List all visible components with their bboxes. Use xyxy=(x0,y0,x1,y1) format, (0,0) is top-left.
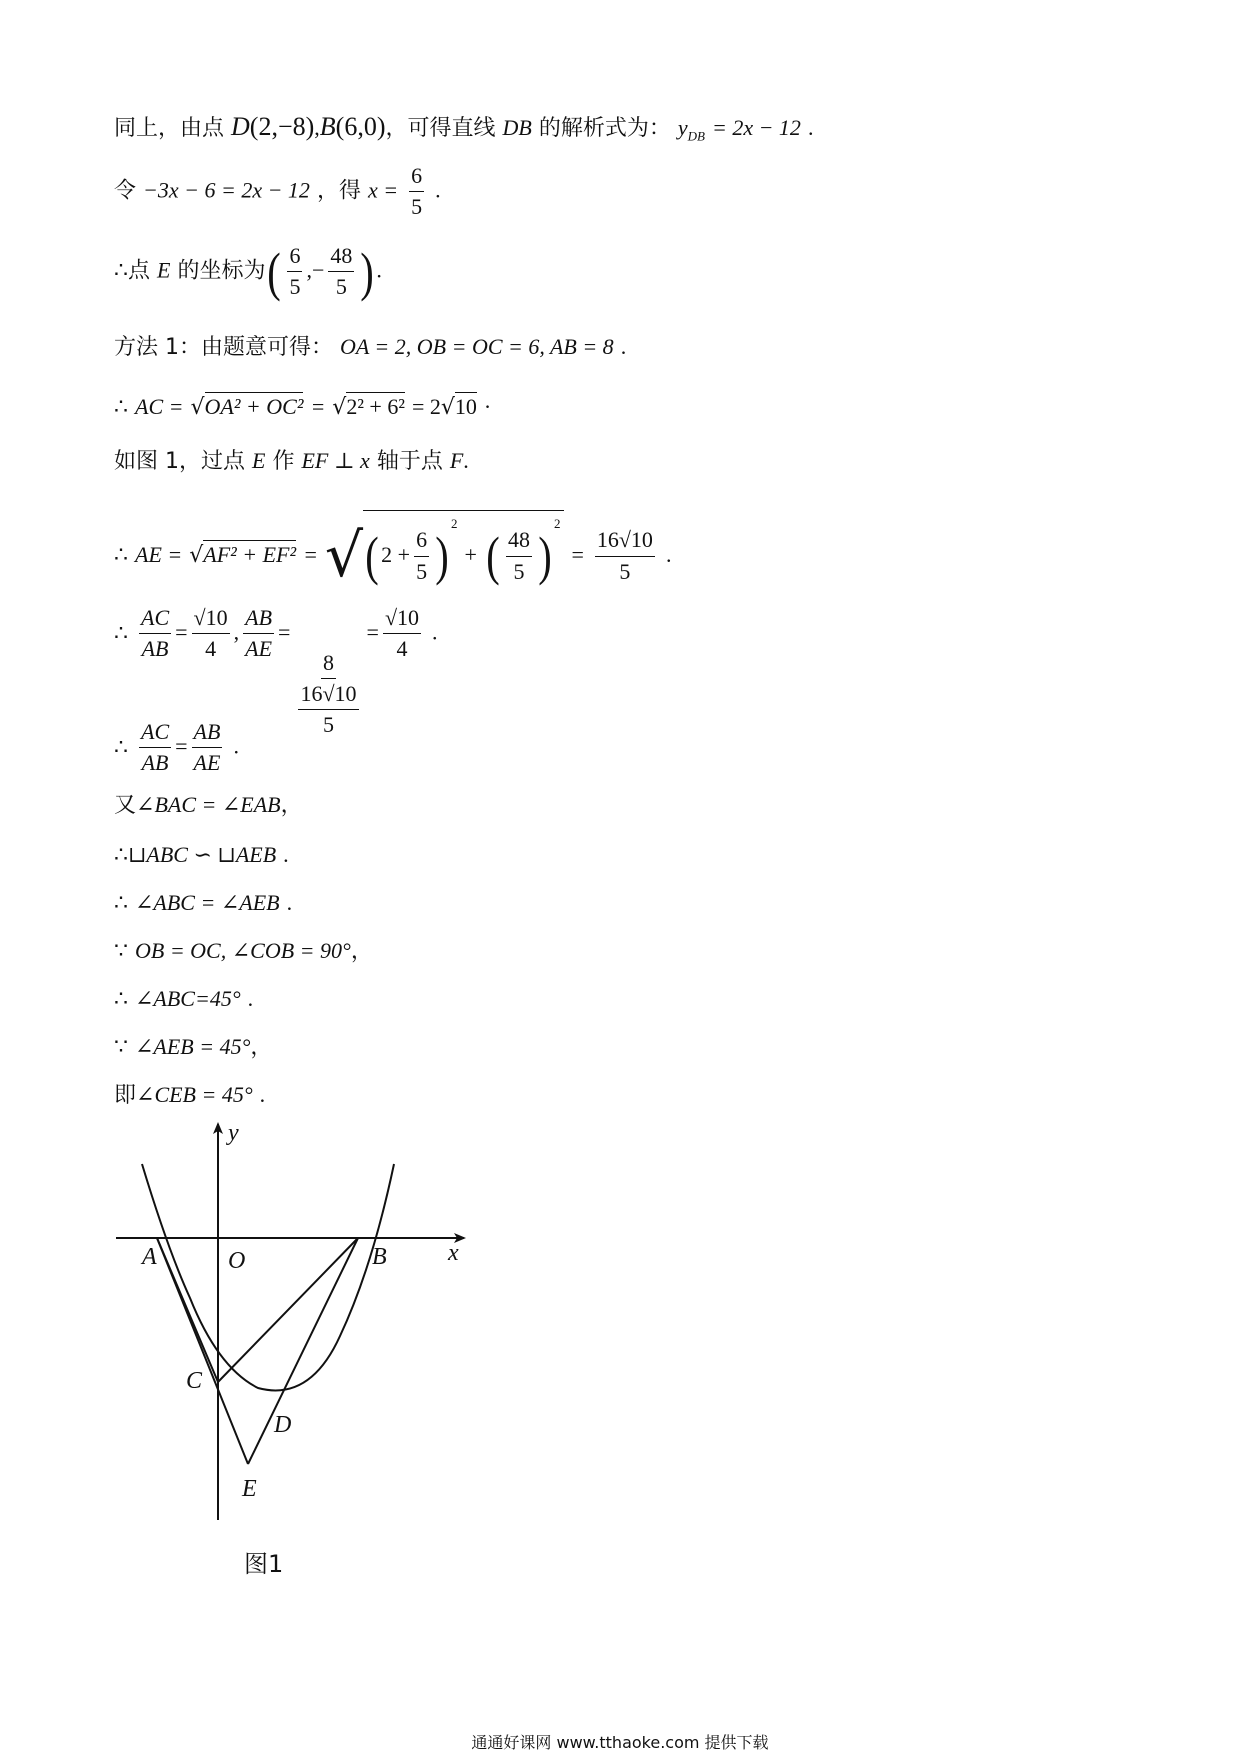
label-b: B xyxy=(372,1244,387,1270)
equals: = xyxy=(175,733,188,759)
line-aeb-45 xyxy=(114,1036,272,1059)
eq-lhs: y xyxy=(677,115,688,140)
equation: ∠ABC = ∠AEB xyxy=(135,890,280,915)
perpendicular: EF ⊥ x xyxy=(301,448,370,473)
therefore-symbol: ∴ xyxy=(114,394,128,419)
point-e: E xyxy=(157,257,171,283)
fraction-denominator: 5 xyxy=(619,558,631,584)
variable: x = xyxy=(367,177,399,203)
period: . xyxy=(247,986,254,1011)
sqrt-icon: √ xyxy=(324,521,364,591)
line-method-1 xyxy=(114,336,626,359)
text: 令 xyxy=(114,178,137,204)
equals: = xyxy=(366,619,379,645)
separator: , xyxy=(314,115,320,140)
fraction-numerator: AB xyxy=(192,720,223,748)
line-abc-45 xyxy=(114,988,253,1011)
fraction xyxy=(383,606,421,661)
text: 作 xyxy=(272,449,295,474)
fraction-numerator: 6 xyxy=(287,244,302,272)
exponent: 2 xyxy=(451,516,458,531)
coords-b: (6,0) xyxy=(335,112,386,141)
line-ratios xyxy=(114,606,438,737)
equation: OA = 2, OB = OC = 6, AB = 8 xyxy=(340,334,614,359)
period: . xyxy=(435,177,441,203)
open-paren: ( xyxy=(267,241,282,302)
point-f: F xyxy=(449,448,464,473)
fraction-denominator: 5 xyxy=(411,194,423,220)
text: 的解析式为： xyxy=(538,116,671,141)
text: ，可得直线 xyxy=(385,116,496,141)
close-paren: ) xyxy=(538,526,552,586)
fraction xyxy=(139,606,171,661)
comma: ， xyxy=(350,939,373,964)
sqrt-icon: √ xyxy=(190,395,205,420)
equation: ∠CEB = 45° xyxy=(136,1082,253,1107)
fraction-numerator: √10 xyxy=(383,606,421,634)
fraction-denominator: 5 xyxy=(289,274,301,300)
point-b: B xyxy=(319,112,336,141)
because-symbol: ∵ xyxy=(114,1034,128,1059)
fraction-denominator: AE xyxy=(193,750,221,776)
label-x: x xyxy=(448,1240,459,1266)
fraction-denominator: AE xyxy=(245,636,273,662)
line-point-e xyxy=(114,241,382,302)
text: 又 xyxy=(114,793,137,818)
text: 2 + xyxy=(381,542,411,567)
label-y: y xyxy=(228,1120,239,1146)
fraction-denominator: 4 xyxy=(396,636,408,662)
fraction xyxy=(287,244,302,299)
line-similar xyxy=(114,844,289,867)
equals: = 2 xyxy=(411,394,441,419)
text: 如图 1，过点 xyxy=(114,449,245,474)
coords-d: (2,−8) xyxy=(249,112,315,141)
fraction-numerator: 48 xyxy=(328,244,354,272)
fraction xyxy=(192,720,223,775)
label-c: C xyxy=(186,1368,203,1394)
close-paren: ) xyxy=(435,526,449,586)
compound-fraction xyxy=(294,651,362,738)
eq-rhs: = 2x − 12 xyxy=(711,115,801,140)
text: 同上，由点 xyxy=(114,116,225,141)
open-paren: ( xyxy=(486,526,500,586)
line-ae xyxy=(114,510,672,591)
period: . xyxy=(283,842,289,867)
fraction-numerator: 16√10 xyxy=(595,528,655,556)
exponent: 2 xyxy=(553,516,561,531)
point-e: E xyxy=(252,448,266,473)
label-e: E xyxy=(242,1476,257,1502)
fraction-denominator xyxy=(294,679,362,737)
equation-lhs: AC = xyxy=(135,394,184,419)
equals: = xyxy=(571,542,584,567)
separator: , xyxy=(233,619,240,645)
therefore-symbol: ∴ xyxy=(114,734,128,760)
period: . xyxy=(620,334,627,359)
equation: OB = OC, ∠COB = 90° xyxy=(135,938,351,963)
fraction xyxy=(139,720,171,775)
label-d: D xyxy=(274,1412,292,1438)
period: . xyxy=(376,257,382,283)
fraction-numerator: AB xyxy=(243,606,274,634)
line-figure-ref xyxy=(114,450,469,473)
fraction-denominator: AB xyxy=(141,636,169,662)
fraction xyxy=(409,164,424,219)
because-symbol: ∵ xyxy=(114,938,128,963)
text: 方法 1：由题意可得： xyxy=(114,335,333,360)
comma: ， xyxy=(280,793,303,818)
therefore-symbol: ∴ xyxy=(114,620,128,646)
fraction xyxy=(595,528,655,583)
fraction xyxy=(506,528,532,583)
text: ，得 xyxy=(316,178,361,204)
line-angle-abc xyxy=(114,892,292,915)
fraction-denominator: 4 xyxy=(205,636,217,662)
equation-lhs: AE = xyxy=(135,542,183,567)
text: 即 xyxy=(114,1083,137,1108)
comma: ， xyxy=(250,1035,273,1060)
equals: = xyxy=(303,542,318,567)
radicand: 10 xyxy=(454,394,477,419)
fraction-numerator: 48 xyxy=(506,528,532,556)
figure-caption: 图1 xyxy=(244,1550,284,1578)
radicand: 2² + 6² xyxy=(346,394,405,419)
label-o: O xyxy=(228,1248,246,1274)
fraction-denominator: 5 xyxy=(335,274,347,300)
plus: + xyxy=(464,542,477,567)
sqrt-icon: √ xyxy=(189,543,204,568)
fraction-numerator: 16√10 xyxy=(298,682,358,710)
fraction xyxy=(328,244,354,299)
segment-eb xyxy=(248,1238,358,1464)
line-angle-bac xyxy=(114,794,303,817)
text: 点 xyxy=(128,258,151,284)
fraction-denominator: 5 xyxy=(513,558,525,584)
fraction-numerator: 6 xyxy=(409,164,424,192)
fraction-numerator: 8 xyxy=(321,651,336,679)
equation: −3x − 6 = 2x − 12 xyxy=(143,177,310,203)
fraction xyxy=(298,682,358,737)
line-ceb-45 xyxy=(114,1084,265,1107)
line-solve-x xyxy=(114,164,441,219)
fraction-numerator: AC xyxy=(139,606,171,634)
fraction-numerator: 6 xyxy=(414,528,429,556)
line-ratio-equal xyxy=(114,720,239,775)
period: . xyxy=(807,115,814,140)
period: . xyxy=(259,1082,266,1107)
fraction-numerator: AC xyxy=(139,720,171,748)
line-db: DB xyxy=(502,115,532,140)
therefore-symbol: ∴ xyxy=(114,542,128,567)
text: 的坐标为 xyxy=(177,258,266,284)
line-ob-oc xyxy=(114,940,373,963)
label-a: A xyxy=(142,1244,157,1270)
line-ac xyxy=(114,396,491,419)
radicand: AF² + EF² xyxy=(203,542,297,567)
text: 轴于点 xyxy=(376,449,443,474)
eq-subscript: DB xyxy=(687,128,705,144)
fraction-denominator: AB xyxy=(141,750,169,776)
open-paren: ( xyxy=(365,526,379,586)
equation: ⊔ABC ∽ ⊔AEB xyxy=(128,842,277,867)
period: . xyxy=(233,733,239,759)
equation: ∠AEB = 45° xyxy=(135,1034,251,1059)
equation: ∠BAC = ∠EAB xyxy=(136,792,281,817)
radicand xyxy=(363,510,564,584)
equals: = xyxy=(310,394,326,419)
period: . xyxy=(665,542,672,567)
figure-1 xyxy=(110,1120,480,1520)
therefore-symbol: ∴ xyxy=(114,890,128,915)
separator: ,− xyxy=(306,257,325,283)
period: · xyxy=(483,394,492,419)
fraction xyxy=(414,528,429,583)
period: . xyxy=(432,619,438,645)
equals: = xyxy=(278,619,291,645)
sqrt-icon: √ xyxy=(440,395,455,420)
therefore-symbol: ∴ xyxy=(114,257,128,283)
sqrt-icon: √ xyxy=(332,395,347,420)
equals: = xyxy=(175,619,188,645)
parabola-curve xyxy=(142,1164,394,1390)
fraction-denominator: 5 xyxy=(322,712,334,738)
parabola-diagram xyxy=(110,1120,480,1520)
radicand: OA² + OC² xyxy=(204,394,304,419)
point-d: D xyxy=(231,112,250,141)
fraction xyxy=(192,606,230,661)
fraction-numerator: √10 xyxy=(192,606,230,634)
therefore-symbol: ∴ xyxy=(114,986,128,1011)
equation: ∠ABC=45° xyxy=(135,986,241,1011)
therefore-symbol: ∴ xyxy=(114,842,128,867)
line-db-equation xyxy=(114,114,813,142)
period: . xyxy=(286,890,293,915)
fraction-denominator: 5 xyxy=(416,558,428,584)
fraction xyxy=(243,606,274,661)
footer-text: 通通好课网 www.tthaoke.com 提供下载 xyxy=(471,1733,769,1752)
close-paren: ) xyxy=(360,241,375,302)
period: . xyxy=(463,448,469,473)
